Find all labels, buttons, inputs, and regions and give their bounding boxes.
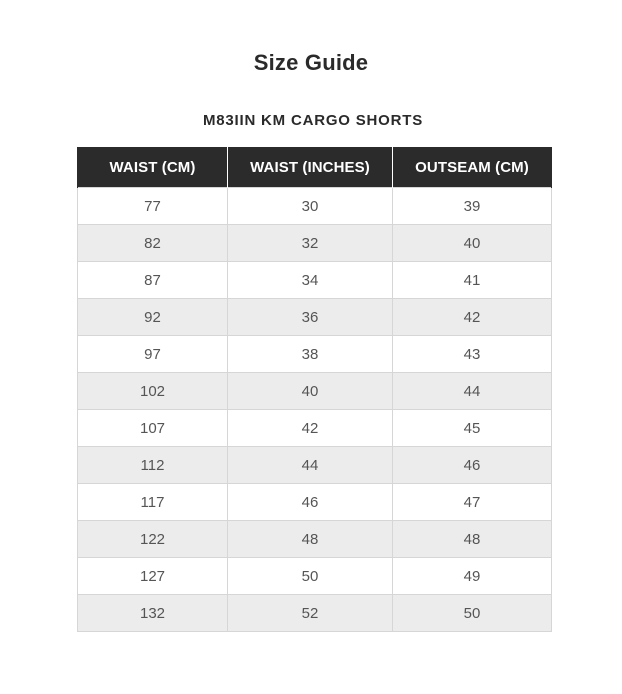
cell-waist-inches: 36	[228, 299, 393, 336]
table-row	[78, 447, 552, 484]
column-header-waist-cm: WAIST (CM)	[78, 147, 228, 188]
cell-waist-cm: 132	[78, 595, 228, 632]
cell-outseam-cm: 49	[393, 558, 552, 595]
cell-waist-cm: 122	[78, 521, 228, 558]
table-row	[78, 373, 552, 410]
cell-waist-inches: 34	[228, 262, 393, 299]
cell-outseam-cm: 39	[393, 188, 552, 225]
cell-waist-cm: 107	[78, 410, 228, 447]
cell-waist-inches: 44	[228, 447, 393, 484]
cell-waist-inches: 46	[228, 484, 393, 521]
column-header-waist-inches: WAIST (INCHES)	[228, 147, 393, 188]
cell-waist-inches: 48	[228, 521, 393, 558]
cell-outseam-cm: 43	[393, 336, 552, 373]
column-header-outseam-cm: OUTSEAM (CM)	[393, 147, 552, 188]
cell-outseam-cm: 50	[393, 595, 552, 632]
table-row	[78, 484, 552, 521]
cell-waist-inches: 38	[228, 336, 393, 373]
product-title: M83IIN KM CARGO SHORTS	[202, 112, 424, 129]
size-table	[77, 147, 552, 632]
page-title: Size Guide	[253, 50, 369, 75]
size-table-header	[78, 147, 552, 188]
table-row	[78, 521, 552, 558]
cell-outseam-cm: 41	[393, 262, 552, 299]
cell-waist-inches: 40	[228, 373, 393, 410]
size-table-body	[78, 188, 552, 632]
table-row	[78, 299, 552, 336]
cell-waist-cm: 97	[78, 336, 228, 373]
cell-outseam-cm: 47	[393, 484, 552, 521]
cell-waist-inches: 52	[228, 595, 393, 632]
table-row	[78, 225, 552, 262]
cell-waist-cm: 77	[78, 188, 228, 225]
table-row	[78, 595, 552, 632]
table-row	[78, 188, 552, 225]
cell-waist-cm: 87	[78, 262, 228, 299]
table-row	[78, 410, 552, 447]
table-row	[78, 558, 552, 595]
cell-waist-cm: 82	[78, 225, 228, 262]
header-row	[78, 147, 552, 188]
cell-waist-cm: 127	[78, 558, 228, 595]
cell-waist-cm: 112	[78, 447, 228, 484]
cell-waist-cm: 102	[78, 373, 228, 410]
table-row	[78, 262, 552, 299]
table-row	[78, 336, 552, 373]
cell-waist-cm: 117	[78, 484, 228, 521]
cell-outseam-cm: 45	[393, 410, 552, 447]
cell-outseam-cm: 42	[393, 299, 552, 336]
cell-outseam-cm: 44	[393, 373, 552, 410]
cell-waist-inches: 32	[228, 225, 393, 262]
cell-outseam-cm: 46	[393, 447, 552, 484]
cell-outseam-cm: 40	[393, 225, 552, 262]
cell-waist-inches: 42	[228, 410, 393, 447]
cell-waist-inches: 50	[228, 558, 393, 595]
cell-outseam-cm: 48	[393, 521, 552, 558]
cell-waist-cm: 92	[78, 299, 228, 336]
cell-waist-inches: 30	[228, 188, 393, 225]
